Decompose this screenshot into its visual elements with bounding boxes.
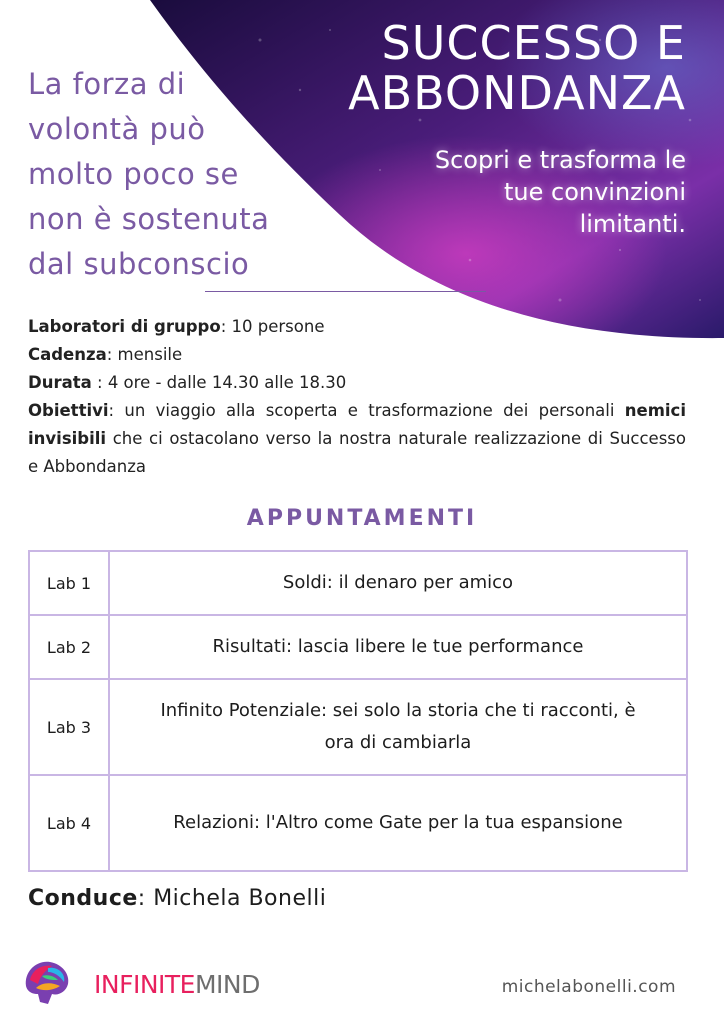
infinite-mind-logo [18, 952, 278, 1012]
poster-title [266, 18, 686, 118]
duration-value: 4 ore - dalle 14.30 alle 18.30 [107, 373, 347, 392]
poster-subtitle [356, 144, 686, 240]
table-row [29, 551, 687, 615]
appointments-table [28, 550, 688, 872]
goals-text-2: che ci ostacolano verso la nostra naturale realizzazione di Successo e Abbondanza [28, 429, 686, 476]
divider [205, 291, 486, 292]
table-row [29, 679, 687, 775]
topic-cell: Infinito Potenziale: sei solo la storia che ti racconti, è ora di cambiarla [109, 679, 687, 775]
lab-cell: Lab 2 [29, 615, 109, 679]
title-line-2: ABBONDANZA [348, 66, 686, 120]
topic-cell: Soldi: il denaro per amico [109, 551, 687, 615]
logo-wordmark [94, 970, 260, 999]
lab-cell: Lab 4 [29, 775, 109, 871]
lab-cell: Lab 3 [29, 679, 109, 775]
subtitle-line-2: tue convinzioni [503, 178, 686, 206]
goals-text-1: un viaggio alla scoperta e trasformazione dei personali [124, 401, 615, 420]
info-goals: Obiettivi: un viaggio alla scoperta e trasformazione dei personali nemici invisibili che ci ostacolano verso la nostra naturale realizzazione di Successo e Abbondanza [28, 401, 686, 476]
quote-line-5: dal subconscio [28, 247, 250, 281]
quote-line-3: molto poco se [28, 157, 239, 191]
info-duration: Durata : 4 ore - dalle 14.30 alle 18.30 [28, 373, 347, 392]
info-group: Laboratori di gruppo: 10 persone [28, 317, 325, 336]
goals-bold: nemici invisibili [28, 401, 686, 448]
cadence-value: mensile [117, 345, 183, 364]
lab-cell: Lab 1 [29, 551, 109, 615]
subtitle-line-1: Scopri e trasforma le [434, 146, 686, 174]
duration-label: Durata [28, 373, 92, 392]
brain-logo-icon [18, 952, 78, 1012]
quote [28, 62, 318, 287]
topic-cell: Relazioni: l'Altro come Gate per la tua espansione [109, 775, 687, 871]
subtitle-line-3: limitanti. [579, 210, 686, 238]
logo-text-mind: MIND [194, 970, 260, 999]
group-value: 10 persone [231, 317, 325, 336]
topic-cell: Risultati: lascia libere le tue performance [109, 615, 687, 679]
appointments-title: APPUNTAMENTI [246, 506, 478, 531]
title-line-1: SUCCESSO E [381, 16, 686, 70]
cadence-label: Cadenza [28, 345, 107, 364]
quote-line-4: non è sostenuta [28, 202, 270, 236]
info-block [28, 313, 686, 481]
table-row [29, 615, 687, 679]
goals-label: Obiettivi [28, 401, 109, 420]
conducted-by: Conduce: Michela Bonelli [28, 886, 327, 911]
quote-line-1: La forza di [28, 67, 186, 101]
group-label: Laboratori di gruppo [28, 317, 221, 336]
info-cadence: Cadenza: mensile [28, 345, 183, 364]
logo-text-infinite: INFINITE [94, 970, 195, 999]
website: michelabonelli.com [501, 977, 676, 997]
conduce-name: Michela Bonelli [153, 886, 327, 911]
conduce-label: Conduce [28, 886, 138, 911]
quote-line-2: volontà può [28, 112, 206, 146]
table-row [29, 775, 687, 871]
